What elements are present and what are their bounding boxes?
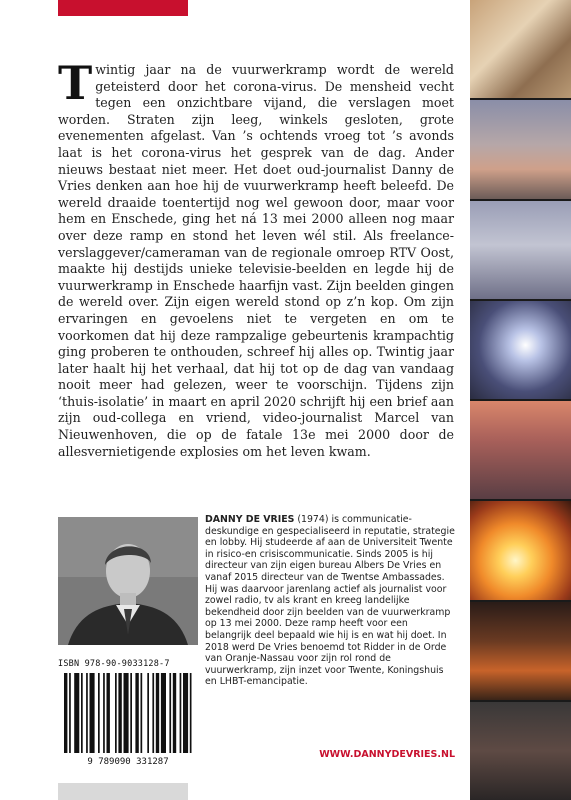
isbn-label: ISBN 978-90-9033128-7 bbox=[58, 659, 170, 669]
filmstrip-frame-building bbox=[470, 100, 571, 198]
barcode-bar bbox=[74, 673, 79, 753]
barcode-bar bbox=[141, 673, 143, 753]
barcode bbox=[58, 671, 198, 767]
barcode-bar bbox=[64, 673, 67, 753]
barcode-bar bbox=[135, 673, 138, 753]
barcode-bar bbox=[98, 673, 100, 753]
author-photo bbox=[58, 517, 198, 645]
barcode-bar bbox=[156, 673, 159, 753]
barcode-bar bbox=[152, 673, 154, 753]
filmstrip-frame-fire bbox=[470, 602, 571, 700]
barcode-bar bbox=[107, 673, 110, 753]
barcode-bar bbox=[173, 673, 176, 753]
top-accent-bar bbox=[58, 0, 188, 16]
barcode-bar bbox=[103, 673, 105, 753]
filmstrip-frame-sparks bbox=[470, 301, 571, 399]
barcode-bar bbox=[180, 673, 182, 753]
drop-cap: T bbox=[58, 56, 93, 110]
filmstrip-sidebar bbox=[470, 0, 571, 800]
barcode-bar bbox=[86, 673, 88, 753]
barcode-bar bbox=[115, 673, 117, 753]
barcode-bar bbox=[183, 673, 188, 753]
barcode-digits: 9 789090 331287 bbox=[87, 757, 169, 767]
barcode-bar bbox=[130, 673, 132, 753]
filmstrip-frame-dark bbox=[470, 702, 571, 800]
barcode-bar bbox=[124, 673, 129, 753]
filmstrip-frame-explosion bbox=[470, 501, 571, 599]
barcode-bar bbox=[161, 673, 166, 753]
bottom-gray-bar bbox=[58, 783, 188, 800]
barcode-bar bbox=[147, 673, 149, 753]
barcode-bar bbox=[190, 673, 192, 753]
website-link[interactable]: WWW.DANNYDEVRIES.NL bbox=[319, 749, 455, 760]
back-cover-blurb bbox=[58, 56, 454, 460]
barcode-bar bbox=[118, 673, 121, 753]
barcode-bar bbox=[90, 673, 95, 753]
author-bio bbox=[205, 514, 455, 688]
barcode-bar bbox=[169, 673, 171, 753]
barcode-bar bbox=[69, 673, 71, 753]
barcode-image bbox=[58, 671, 198, 767]
author-portrait-image bbox=[58, 517, 198, 645]
filmstrip-frame-street bbox=[470, 0, 571, 98]
filmstrip-frame-dusk bbox=[470, 401, 571, 499]
barcode-bar bbox=[81, 673, 83, 753]
blurb-text: wintig jaar na de vuurwerkramp wordt de wereld geteisterd door het corona-virus. De mensheid vecht tegen een onzichtbare vijand, die verslagen moet worden. Straten zijn leeg, winkels gesloten, grote evenementen afgelast. Van ’s ochtends vroeg tot ’s avonds laat is het corona-virus het gesprek van de dag. Ander nieuws bestaat niet meer. Het doet oud-journalist Danny de Vries denken aan hoe hij de vuurwerkramp heeft beleefd. De wereld draaide toentertijd nog wel gewoon door, maar voor hem en Enschede, ging het ná 13 mei 2000 alleen nog maar over deze ramp en stond het leven wél stil. Als freelance-verslaggever/cameraman van de regionale omroep RTV Oost, maakte hij destijds unieke televisie-beelden en legde hij de vuurwerkramp in Enschede haarfijn vast. Zijn beelden gingen de wereld over. Zijn eigen wereld stond op z’n kop. Om zijn ervaringen en gevoelens niet te vergeten en om te voorkomen dat hij deze rampzalige gebeurtenis krampachtig ging proberen te onthouden, schreef hij alles op. Twintig jaar later haalt hij het verhaal, dat hij tot op de dag van vandaag nooit meer had gelezen, weer te voorschijn. Tijdens zijn ‘thuis-isolatie’ in maart en april 2020 schrijft hij een brief aan zijn oud-collega en vriend, video-journalist Marcel van Nieuwenhoven, die op de fatale 13e mei 2000 door de allesvernietigende explosies om het leven kwam. bbox=[58, 62, 454, 459]
author-bio-text: (1974) is communicatie-deskundige en gespecialiseerd in reputatie, strategie en lobby. Hij studeerde af aan de Universiteit Twente in risico-en crisiscommunicatie. Sinds 2005 is hij directeur van zijn eigen bureau Albers De Vries en vanaf 2015 directeur van de Twentse Ambassades. Hij was daarvoor jarenlang actief als journalist voor zowel radio, tv als krant en kreeg landelijke bekendheid door zijn beelden van de vuurwerkramp op 13 mei 2000. Deze ramp heeft voor een belangrijk deel bepaald wie hij is en wat hij doet. In 2018 werd De Vries benoemd tot Ridder in de Orde van Oranje-Nassau voor zijn rol rond de vuurwerkramp, zijn inzet voor Twente, Koningshuis en LHBT-emancipatie. bbox=[205, 514, 455, 688]
author-name: DANNY DE VRIES bbox=[205, 514, 295, 525]
filmstrip-frame-smoke bbox=[470, 201, 571, 299]
